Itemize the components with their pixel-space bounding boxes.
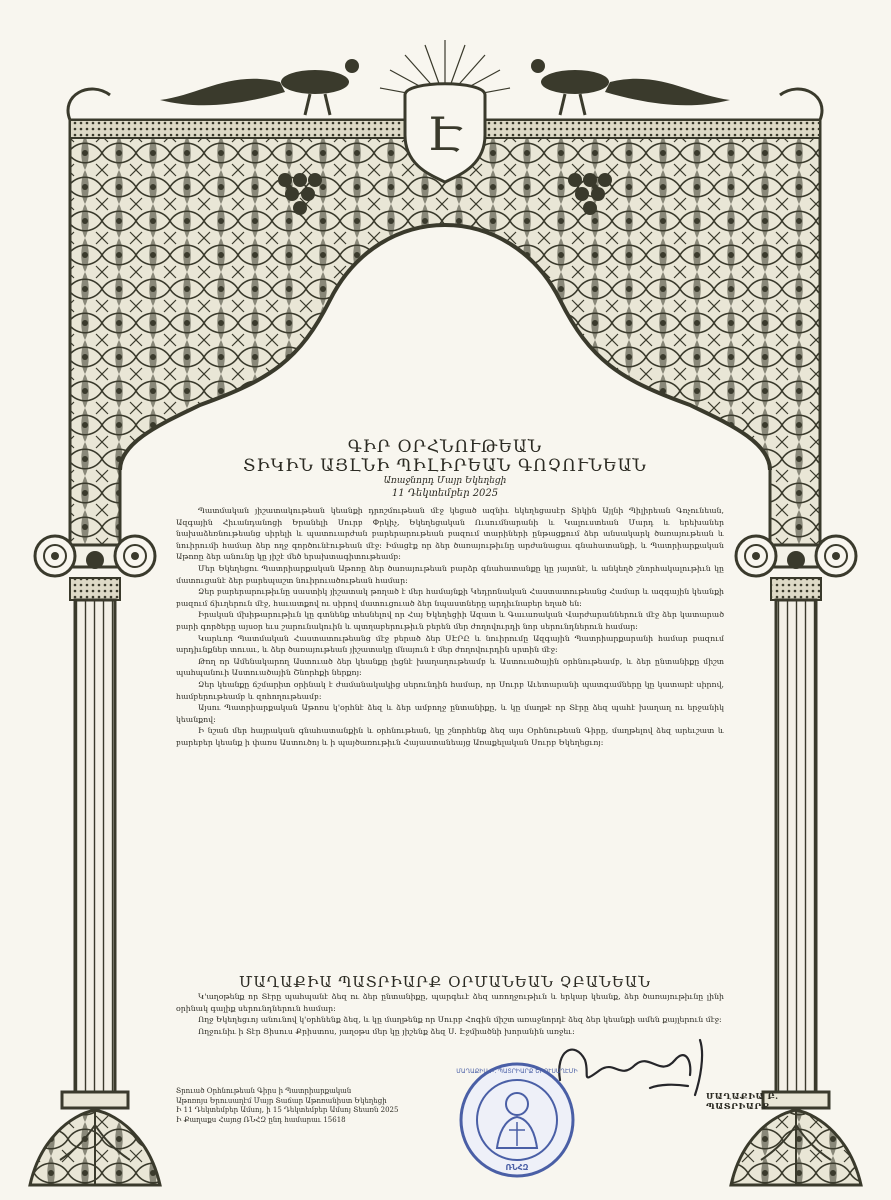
- right-column-shaft: [776, 600, 816, 1092]
- document-subtitle: Առաջնորդ Մայր Եկեղեցի: [383, 476, 507, 486]
- body-paragraph: Կարևոր Պատմական Հաստատութեանց մէջ բերած ձեր ՍԷՐԸ և նուիրումը Ազգային Պատրիարքարանի համար բազում արդիւնքներ տուաւ, և ձեր ծառայութեան յիշատակը մնայուն է մեր ժողովուրդին սրտին մէջ:: [176, 633, 724, 655]
- closing-paragraph: Կ'աղօթենք որ Տէրը պահպանէ ձեզ ու ձեր ընտանիքը, պարգեւէ ձեզ առողջութիւն և երկար կեանք, ձեր ծառայութիւնը լինի օրինակ գալիք սերունդներուն համար:: [176, 992, 724, 1013]
- body-paragraph: Ձեր բարերարութիւնը սաստիկ յիշատակ թողած է մեր համայնքի Կեդրոնական Հաստատութեանց Համար և ազգային կեանքի բազում ճիւղերուն մէջ, հաւատքով ու սիրով մատուցուած ձեր նպաստները արդիւնաբեր եղած են:: [176, 587, 724, 608]
- left-peacock: [160, 59, 359, 115]
- crest-letter: Է: [427, 107, 463, 161]
- closing-paragraph: Ողջունիւ ի Տէր Յիսուս Քրիստոս, յաղօթս մեր կը յիշենք ձեզ Ս. Էջմիածնի խորանին առջեւ:: [198, 1026, 575, 1036]
- body-paragraph: Իրական մխիթարութիւն կը գտնենք տեսնելով որ Հայ Եկեղեցիի Ազատ և Գաւառական Վարժարաններուն մէջ ձեր կատարած բարի գործերը այսօր եւս շարունակուին և պտղաբերութիւն բերեն մեր ժողովուրդի նոր սերունդներուն համար:: [176, 610, 724, 631]
- body-paragraph: Թող որ Ամենակարող Աստուած ձեր կեանքը լեցնէ խաղաղութեամբ և Աստուածային օրհնութեամբ, և ձեր ընտանիքը միշտ պահպանուի Աստուածային Շնորհքի ներքոյ:: [176, 656, 724, 678]
- seal-ring-text: ՄԱՂԱՔԻԱ Բ. ՊԱՏՐԻԱՐՔ ԵՐՈՒՍԱՂԷՄԻ: [456, 1068, 578, 1075]
- signer-name: ՄԱՂԱՔԻԱ ՊԱՏՐԻԱՐՔ ՕՐՄԱՆԵԱՆ ՉԲԱՆԵԱՆ: [239, 973, 651, 991]
- issuance-footer: [176, 1087, 436, 1125]
- document-date: 11 Դեկտեմբեր 2025: [391, 488, 499, 499]
- footer-line: Տրուած Օրհնութեան Գիրս ի Պատրիարքական: [176, 1087, 352, 1095]
- document-title-line-2: ՏԻԿԻՆ ԱՅԼՆԻ ՊԻԼԻՐԵԱՆ ԳՈՉՈՒՆԵԱՆ: [243, 456, 647, 476]
- left-capital: [35, 536, 155, 600]
- right-capital: [736, 536, 856, 600]
- signature-title: ՄԱՂԱՔԻԱ Բ. ՊԱՏՐԻԱՐՔ: [706, 1092, 779, 1112]
- body-paragraph: Մեր Եկեղեցու Պատրիարքական Աթոռը ձեր ծառայութեան բարձր գնահատանքը կը յայտնէ, և անկեղծ շնորհակալութիւն կը մատուցանէ ձեր բարեպաշտ նուիրուածութեան համար:: [176, 563, 724, 585]
- body-paragraph: Ձեր կեանքը ճշմարիտ օրինակ է ժամանակակից սերունդին համար, որ Սուրբ Աւետարանի պատգամները կը կատարէ սիրով, համբերութեամբ և զոհողութեամբ:: [176, 679, 724, 701]
- document-body: [176, 505, 724, 967]
- seal-bottom-text: ՌՆՀԶ: [505, 1163, 529, 1172]
- body-paragraph: Այսու Պատրիարքական Աթոռս կ'օրհնէ ձեզ և ձեր ամբողջ ընտանիքը, և կը մաղթէ որ Տէրը ձեզ պահէ խաղաղ ու երջանիկ կեանքով:: [176, 703, 724, 724]
- footer-line: Ի Քաղաքս Հայոց ՌՆՀԶ ընդ համարաւ 15618: [176, 1115, 346, 1124]
- document-title-line-1: ԳԻՐ ՕՐՀՆՈՒԹԵԱՆ: [347, 437, 543, 457]
- closing-text: [176, 991, 724, 1037]
- body-paragraph: Ի նշան մեր հայրական գնահատանքին և օրհնութեան, կը շնորհենք ձեզ այս Օրհնութեան Գիրը, մաղթելով ձեզ արեւշատ և բարեբեր կեանք ի փառս Աստուծոյ և ի պայծառութիւն Հայաստանեայց Առաքելական Սուրբ Եկեղեցւոյ:: [176, 726, 724, 747]
- handwritten-signature: [559, 1040, 702, 1095]
- left-column-base: [30, 1092, 160, 1185]
- right-peacock: [531, 59, 730, 115]
- closing-paragraph: Ողջ Եկեղեցւոյ անունով կ'օրհնենք ձեզ, և կը մաղթենք որ Սուրբ Հոգին միշտ առաջնորդէ ձեզ ձեր կեանքի ամեն քայլերուն մէջ:: [198, 1015, 722, 1025]
- patriarch-seal: [461, 1064, 573, 1176]
- footer-line: Ի 11 Դեկտեմբեր Ամսոյ, ի 15 Դեկտեմբեր Ամսոյ Տեառն 2025: [176, 1106, 399, 1114]
- left-column-shaft: [75, 600, 115, 1092]
- body-paragraph: Պատմական յիշատակութեան կեանքի դրոշմութեան մէջ կեցած ազնիւ եկեղեցասէր Տիկին Այլնի Պիլիրեան Գոչունեան, Ազգային Հիւանդանոցի Երանելի Սուրբ Փրկիչ, Եկեղեցական Ուսումնարանի և Կալուստեան Մարդ և երեխաներ նախաձեռնութեանց սիրելի և պատուարժան բարերարութեան բազում տարիների ընթացքում ձեր անսակարկ ծառայութեան և նուիրումի համար ձեր ողջ գործունէութեան մէջ: Իմացէք որ ձեր ծառայութիւնը արժանացաւ գնահատանքի, և Պատրիարքական Աթոռը ձեր անունը կը յիշէ մեծ երախտագիտութեամբ:: [176, 506, 724, 562]
- footer-line: Աթոռոյս Երուսաղէմ Մայր Տաճար Աթոռանիստ Եկեղեցի: [176, 1096, 387, 1105]
